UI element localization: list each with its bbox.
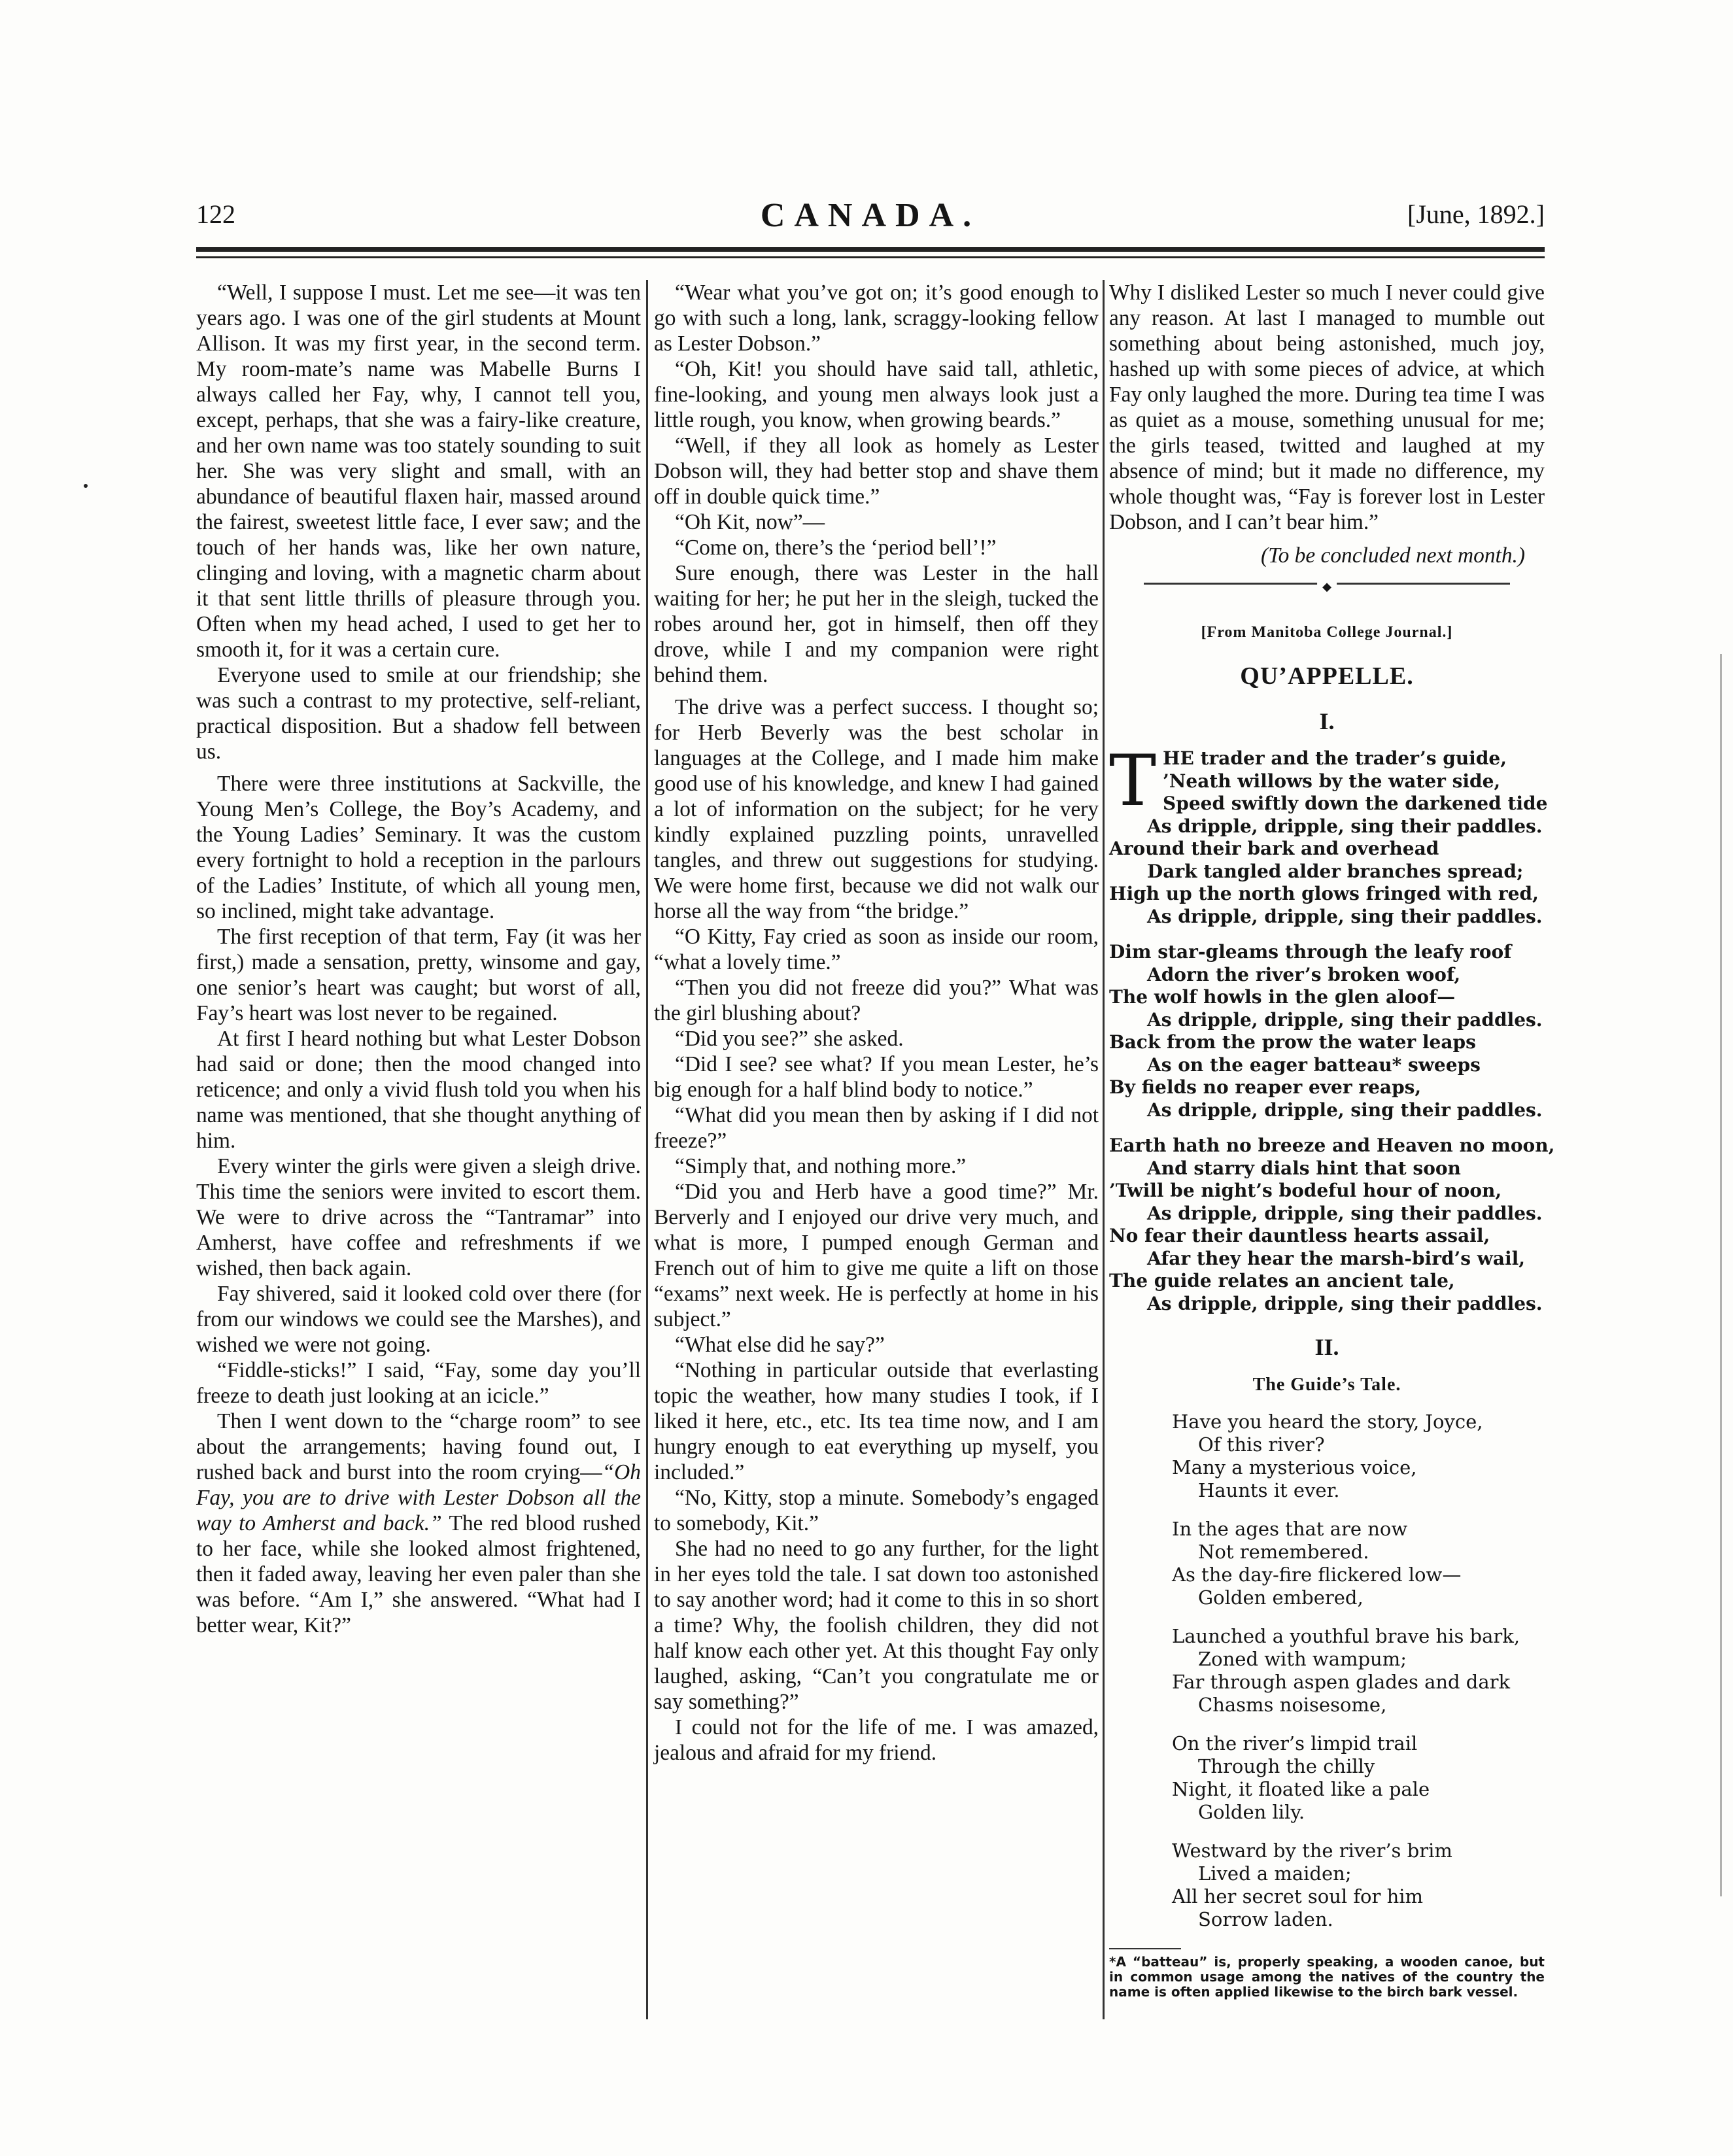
poem-line: And starry dials hint that soon — [1147, 1157, 1461, 1179]
poem-stanza — [1109, 1135, 1555, 1315]
poem-line: Adorn the river’s broken woof, — [1147, 963, 1461, 985]
paragraph: “Nothing in particular outside that everlasting topic the weather, how many studies I took, if I liked it here, etc., etc. Its tea time now, and I am hungry enough to eat everything up myself, you included.” — [654, 1358, 1099, 1484]
footnote-rule — [1109, 1948, 1181, 1949]
paragraph: “Oh, Kit! you should have said tall, athletic, fine-looking, and young men always look just a little rough, you know, when growing beards.” — [654, 357, 1099, 432]
part-numeral-one: I. — [1319, 708, 1335, 734]
poem-line: In the ages that are now — [1172, 1518, 1408, 1540]
poem-line: Many a mysterious voice, — [1172, 1456, 1417, 1479]
paragraph: “Well, if they all look as homely as Lester Dobson will, they had better stop and shave them off in double quick time.” — [654, 434, 1099, 509]
paragraph: The first reception of that term, Fay (it was her first,) made a sensation, pretty, winsome and gay, one senior’s heart was caught; but worst of all, Fay’s heart was lost never to be regained. — [196, 925, 641, 1025]
poem-stanza — [1109, 740, 1548, 928]
paragraph: “Well, I suppose I must. Let me see—it was ten years ago. I was one of the girl students at Mount Allison. It was my first year, in the second term. My room-mate’s name was Mabelle Burns I always called her Fay, why, I cannot tell you, except, perhaps, that she was a fairy-like creature, and her own name was too stately sounding to suit her. She was very slight and small, with an abundance of beautiful flaxen hair, massed around the fairest, sweetest little face, I ever saw; and the touch of her hands was, like her own nature, clinging and loving, with a magnetic charm about it that sent little thrills of pleasure through you. Often when my head ached, I used to get her to smooth it, for it was a certain cure. — [196, 281, 641, 662]
paragraph-text: Then I went down to the “charge room” to see about the arrangements; having found out, I rushed back and burst into the room crying— — [196, 1409, 641, 1484]
header-rule-thin — [196, 256, 1545, 258]
page-header — [196, 196, 1545, 235]
article-column-1 — [196, 280, 641, 1638]
paragraph-final — [196, 1409, 641, 1638]
paragraph: Every winter the girls were given a sleigh drive. This time the seniors were invited to escort them. We were to drive across the “Tantramar” into Amherst, have coffee and refreshments if we wished, then back again. — [196, 1154, 641, 1280]
part-two-subtitle: The Guide’s Tale. — [1252, 1375, 1401, 1395]
poem-line: Golden lily. — [1198, 1801, 1305, 1823]
poem-line: Around their bark and overhead — [1109, 838, 1439, 859]
paragraph: “Did you and Herb have a good time?” Mr. Berverly and I enjoyed our drive very much, and what is more, I pumped enough German and French out of him to give me quite a lift on those “exams” next week. He is perfectly at home in his subject.” — [654, 1180, 1099, 1331]
poem-line: No fear their dauntless hearts assail, — [1109, 1225, 1490, 1246]
poem-line: As dripple, dripple, sing their paddles. — [1147, 815, 1543, 837]
column-divider-2 — [1103, 280, 1105, 2019]
poem-line: Lived a maiden; — [1198, 1862, 1352, 1885]
poem-line: Through the chilly — [1198, 1755, 1375, 1777]
paragraph: “Simply that, and nothing more.” — [675, 1154, 967, 1178]
paragraph-text: The red blood rushed to her face, while she looked almost frightened, then it faded away, leaving her even paler than she was before. “Am I,” she answered. “What had I better wear, Kit?” — [196, 1511, 641, 1637]
poem-line: The wolf howls in the glen aloof— — [1109, 986, 1456, 1008]
poem-part-two — [1109, 1411, 1545, 1931]
poem-line: Speed swiftly down the darkened tide — [1163, 793, 1548, 814]
poem-line: As dripple, dripple, sing their paddles. — [1147, 1292, 1543, 1314]
poem-line: As dripple, dripple, sing their paddles. — [1147, 1099, 1543, 1121]
tale-stanza — [1172, 1839, 1545, 1931]
page-number: 122 — [196, 199, 235, 229]
poem-title: QU’APPELLE. — [1240, 662, 1414, 690]
poem-line: As dripple, dripple, sing their paddles. — [1147, 1008, 1543, 1031]
poem-line: HE trader and the trader’s guide, — [1163, 747, 1507, 769]
poem-line: High up the north glows fringed with red, — [1109, 883, 1539, 904]
poem-line: ’Twill be night’s bodeful hour of noon, — [1109, 1180, 1502, 1201]
paragraph: “Oh Kit, now”— — [675, 510, 825, 534]
poem-line: As dripple, dripple, sing their paddles. — [1147, 905, 1543, 927]
paragraph: “O Kitty, Fay cried as soon as inside our room, “what a lovely time.” — [654, 925, 1099, 974]
paragraph: “What did you mean then by asking if I did not freeze?” — [654, 1103, 1099, 1153]
poem-line: Launched a youthful brave his bark, — [1172, 1625, 1520, 1647]
poem-line: The guide relates an ancient tale, — [1109, 1270, 1455, 1292]
paragraph: “Then you did not freeze did you?” What was the girl blushing about? — [654, 976, 1099, 1025]
part-numeral-two: II. — [1314, 1334, 1339, 1360]
poem-line: Far through aspen glades and dark — [1172, 1671, 1511, 1693]
tale-stanza — [1172, 1732, 1545, 1824]
scan-edge-streak — [1720, 654, 1722, 1896]
paragraph: Sure enough, there was Lester in the hall waiting for her; he put her in the sleigh, tucked the robes around her, got in himself, then off they drove, while I and my companion were right behind them. — [654, 561, 1099, 687]
poem-line: Not remembered. — [1198, 1541, 1369, 1563]
paragraph: “Come on, there’s the ‘period bell’!” — [675, 536, 997, 560]
section-ornament-divider — [1144, 583, 1510, 591]
poem-line: All her secret soul for him — [1172, 1885, 1424, 1908]
drop-cap: T — [1109, 740, 1157, 822]
issue-date: [June, 1892.] — [1407, 199, 1545, 229]
poem-line: ’Neath willows by the water side, — [1163, 770, 1501, 792]
paragraph: “Did you see?” she asked. — [675, 1027, 904, 1051]
poem-part-one — [1109, 740, 1555, 1315]
paragraph: “Wear what you’ve got on; it’s good enough to go with such a long, lank, scraggy-looking fellow as Lester Dobson.” — [654, 281, 1099, 356]
paragraph: “No, Kitty, stop a minute. Somebody’s engaged to somebody, Kit.” — [654, 1486, 1099, 1535]
poem-line: Earth hath no breeze and Heaven no moon, — [1109, 1135, 1555, 1156]
poem-line: Westward by the river’s brim — [1172, 1839, 1452, 1862]
paragraph: Fay shivered, said it looked cold over there (for from our windows we could see the Marshes), and wished we were not going. — [196, 1282, 641, 1357]
poem-line: On the river’s limpid trail — [1172, 1732, 1418, 1754]
poem-line: Dim star-gleams through the leafy roof — [1109, 941, 1512, 963]
italic-quote: “Oh Fay, you are to drive with Lester Dobson all the way to Amherst and back.” — [196, 1460, 641, 1535]
article-column-2 — [654, 280, 1099, 1766]
paragraph: I could not for the life of me. I was amazed, jealous and afraid for my friend. — [654, 1715, 1099, 1765]
poem-line: Of this river? — [1198, 1433, 1325, 1456]
poem-line: Zoned with wampum; — [1198, 1648, 1407, 1670]
footnote: *A “batteau” is, properly speaking, a wooden canoe, but in common usage among the natives of the country the name is often applied likewise to the birch bark vessel. — [1109, 1954, 1545, 2000]
paragraph: The drive was a perfect success. I thought so; for Herb Beverly was the best scholar in languages at the College, and I made him make good use of his knowledge, and knew I had gained a lot of information on the subject; for he very kindly explained puzzling points, unravelled tangles, and threw out suggestions for studying. We were home first, because we did not walk our horse all the way from “the bridge.” — [654, 695, 1099, 923]
poem-line: Have you heard the story, Joyce, — [1172, 1411, 1483, 1433]
poem-line: Night, it floated like a pale — [1172, 1778, 1430, 1800]
poem-line: Back from the prow the water leaps — [1109, 1031, 1476, 1053]
poem-line: Haunts it ever. — [1198, 1479, 1340, 1501]
tale-stanza — [1172, 1625, 1545, 1717]
paragraph: “Did I see? see what? If you mean Lester, he’s big enough for a half blind body to notice.” — [654, 1052, 1099, 1102]
to-be-concluded-note: (To be concluded next month.) — [1261, 543, 1525, 568]
tale-stanza — [1172, 1518, 1545, 1609]
poem-line: As the day-fire flickered low— — [1172, 1564, 1462, 1586]
poem-stanza — [1109, 941, 1545, 1121]
poem-line: Afar they hear the marsh-bird’s wail, — [1147, 1247, 1526, 1269]
paragraph: There were three institutions at Sackville, the Young Men’s College, the Boy’s Academy, and the Young Ladies’ Seminary. It was the custom every fortnight to hold a reception in the parlours of the Ladies’ Institute, of which all young men, so inclined, might take advantage. — [196, 772, 641, 923]
article-column-3 — [1109, 280, 1555, 2000]
tale-stanza — [1172, 1411, 1545, 1502]
header-rule-thick — [196, 247, 1545, 252]
paragraph: Everyone used to smile at our friendship; she was such a contrast to my protective, self-reliant, practical disposition. But a shadow fell between us. — [196, 663, 641, 764]
column-divider-1 — [646, 280, 648, 2019]
source-credit: [From Manitoba College Journal.] — [1201, 624, 1453, 641]
masthead-title: CANADA. — [760, 197, 981, 234]
paragraph: “What else did he say?” — [675, 1333, 885, 1357]
poem-line: Sorrow laden. — [1198, 1908, 1333, 1930]
poem-line: Golden embered, — [1198, 1586, 1364, 1609]
paragraph: She had no need to go any further, for the light in her eyes told the tale. I sat down too astonished to say another word; had it come to this in so short a time? Why, the foolish children, they did not half know each other yet. At this thought Fay only laughed, asking, “Can’t you congratulate me or say something?” — [654, 1537, 1099, 1714]
poem-line: Chasms noisesome, — [1198, 1694, 1387, 1716]
poem-line: As dripple, dripple, sing their paddles. — [1147, 1202, 1543, 1224]
scan-speck — [84, 484, 88, 488]
poem-line: Dark tangled alder branches spread; — [1147, 860, 1524, 882]
poem-line: By fields no reaper ever reaps, — [1109, 1076, 1422, 1098]
paragraph: At first I heard nothing but what Lester Dobson had said or done; then the mood changed into reticence; and only a vivid flush told you when his name was mentioned, that she thought anything of him. — [196, 1027, 641, 1153]
paragraph: “Fiddle-sticks!” I said, “Fay, some day you’ll freeze to death just looking at an icicle.” — [196, 1358, 641, 1408]
paragraph-continued: Why I disliked Lester so much I never could give any reason. At last I managed to mumble out something about being astonished, much joy, hashed up with some pieces of advice, at which Fay only laughed the more. During tea time I was as quiet as a mouse, something unusual for me; the girls teased, twitted and laughed at my absence of mind; but it made no difference, my whole thought was, “Fay is forever lost in Lester Dobson, and I can’t bear him.” — [1109, 281, 1545, 534]
poem-line: As on the eager batteau* sweeps — [1147, 1053, 1481, 1076]
